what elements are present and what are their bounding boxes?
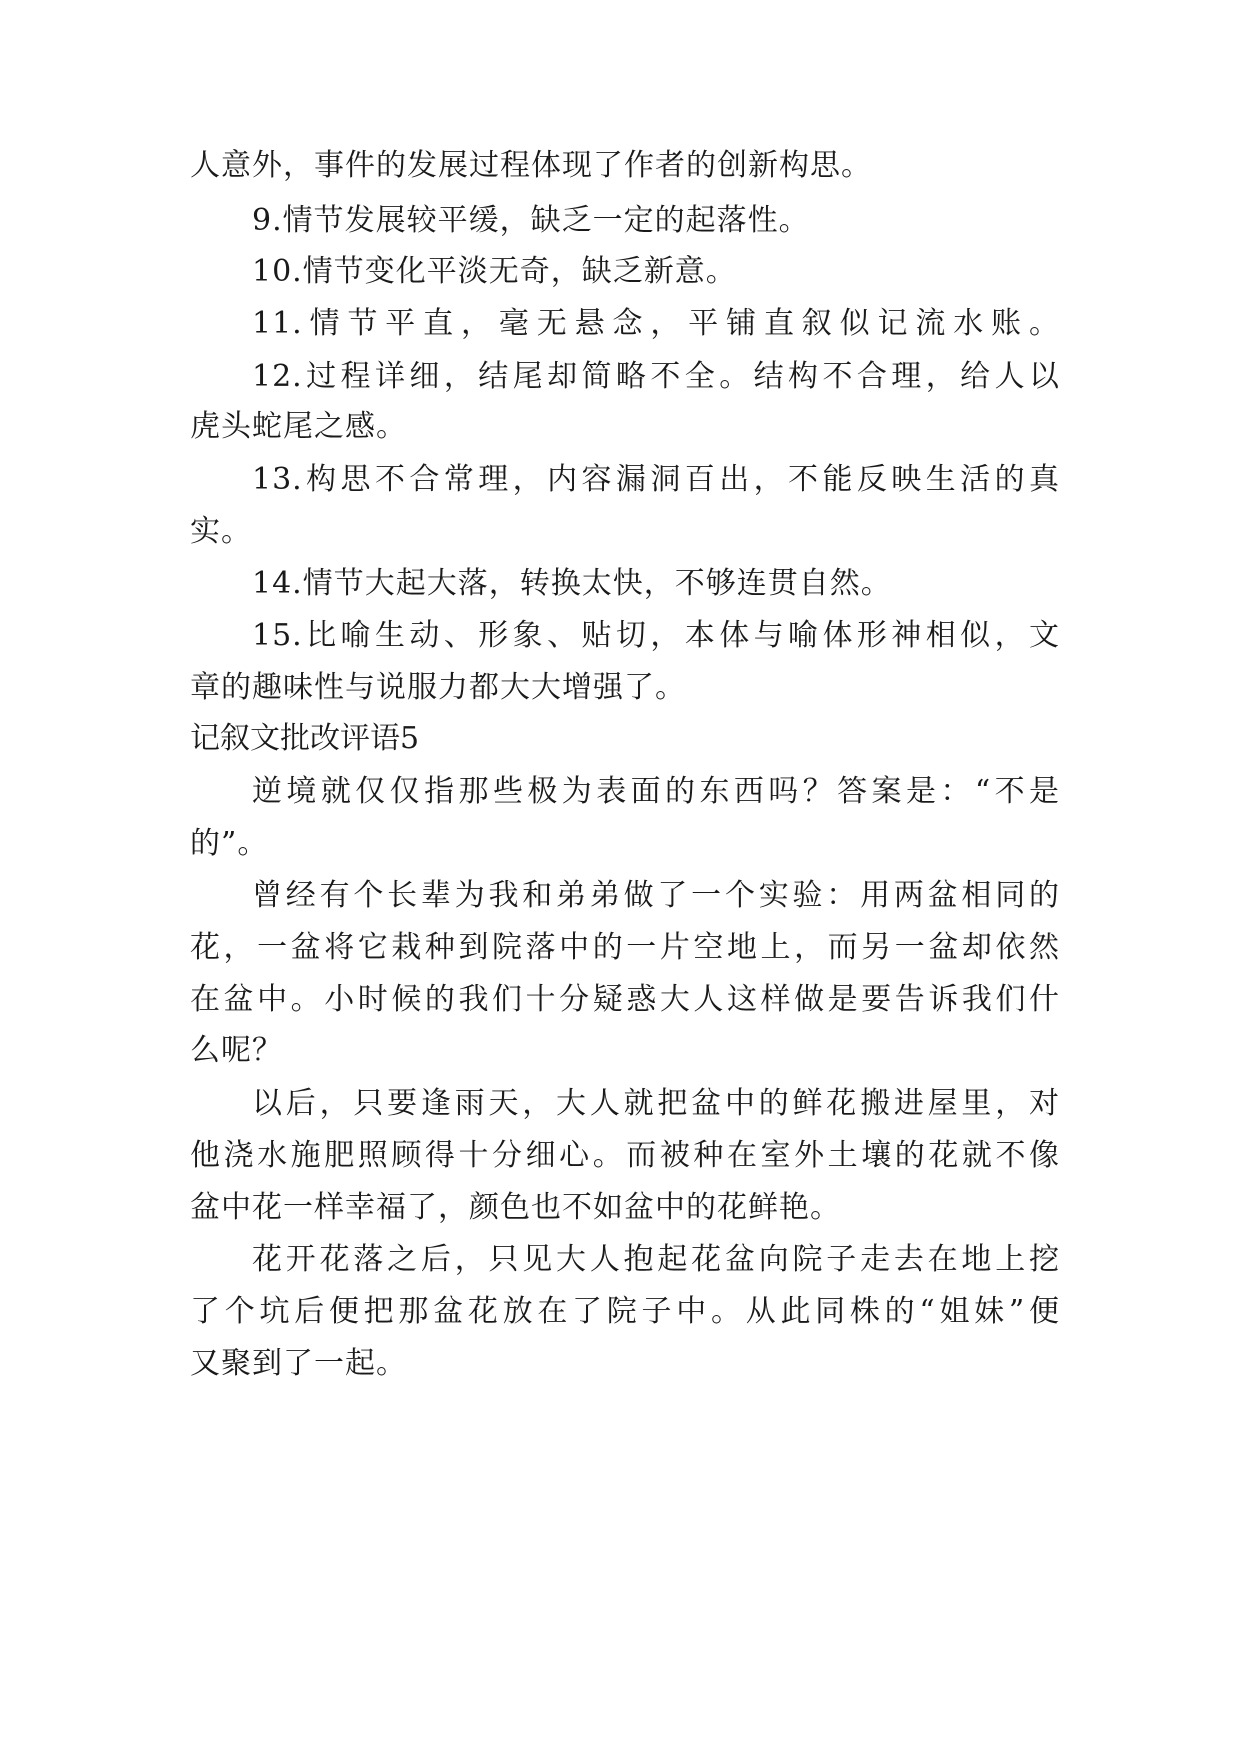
list-item-15: 15.比喻生动、形象、贴切，本体与喻体形神相似，文 bbox=[252, 618, 1060, 653]
text-line: 虎头蛇尾之感。 bbox=[190, 409, 407, 444]
list-item-9: 9.情节发展较平缓，缺乏一定的起落性。 bbox=[252, 203, 810, 238]
list-item-14: 14.情节大起大落，转换太快，不够连贯自然。 bbox=[252, 566, 892, 601]
paragraph-line: 曾经有个长辈为我和弟弟做了一个实验：用两盆相同的 bbox=[252, 878, 1060, 913]
paragraph-line: 又聚到了一起。 bbox=[190, 1346, 407, 1381]
text-line: 人意外，事件的发展过程体现了作者的创新构思。 bbox=[190, 148, 872, 183]
list-item-11: 11.情节平直，毫无悬念，平铺直叙似记流水账。 bbox=[252, 306, 1060, 341]
paragraph-line: 他浇水施肥照顾得十分细心。而被种在室外土壤的花就不像 bbox=[190, 1138, 1060, 1173]
list-item-13: 13.构思不合常理，内容漏洞百出，不能反映生活的真 bbox=[252, 462, 1060, 497]
paragraph-line: 在盆中。小时候的我们十分疑惑大人这样做是要告诉我们什 bbox=[190, 982, 1060, 1017]
paragraph-line: 么呢？ bbox=[190, 1033, 283, 1068]
paragraph-line: 以后，只要逢雨天，大人就把盆中的鲜花搬进屋里，对 bbox=[252, 1086, 1060, 1121]
paragraph-line: 的”。 bbox=[190, 826, 269, 861]
paragraph-line: 花开花落之后，只见大人抱起花盆向院子走去在地上挖 bbox=[252, 1242, 1060, 1277]
paragraph-line: 了个坑后便把那盆花放在了院子中。从此同株的“姐妹”便 bbox=[190, 1294, 1060, 1329]
paragraph-line: 盆中花一样幸福了，颜色也不如盆中的花鲜艳。 bbox=[190, 1190, 841, 1225]
paragraph-line: 逆境就仅仅指那些极为表面的东西吗？答案是：“不是 bbox=[252, 774, 1060, 809]
section-heading: 记叙文批改评语5 bbox=[190, 721, 420, 756]
paragraph-line: 花，一盆将它栽种到院落中的一片空地上，而另一盆却依然 bbox=[190, 930, 1060, 965]
text-line: 章的趣味性与说服力都大大增强了。 bbox=[190, 670, 686, 705]
text-line: 实。 bbox=[190, 514, 252, 549]
list-item-12: 12.过程详细，结尾却简略不全。结构不合理，给人以 bbox=[252, 359, 1060, 394]
list-item-10: 10.情节变化平淡无奇，缺乏新意。 bbox=[252, 254, 737, 289]
